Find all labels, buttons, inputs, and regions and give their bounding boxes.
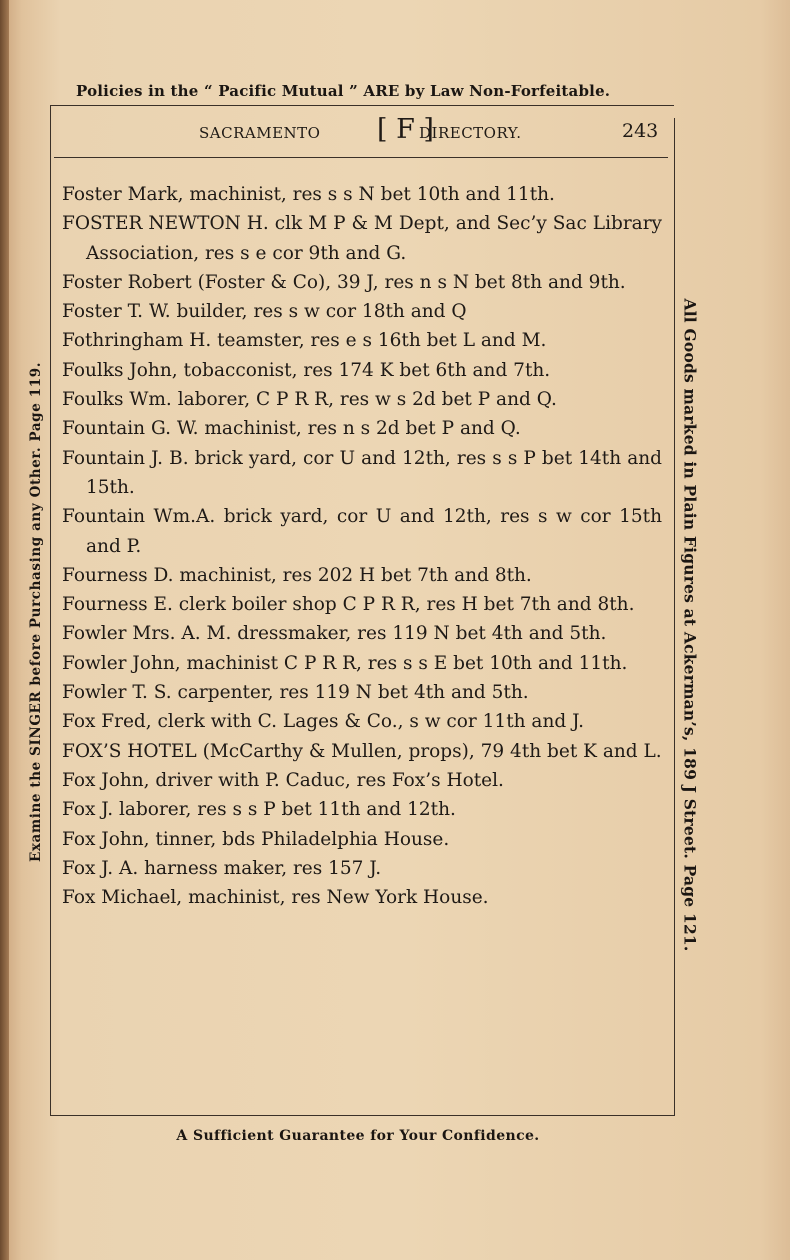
header-rule (54, 157, 668, 158)
bottom-advertisement: A Sufficient Guarantee for Your Confidence. (176, 1128, 540, 1144)
frame-rule-left (50, 105, 51, 1115)
directory-entry: Fox J. A. harness maker, res 157 J. (62, 857, 382, 879)
directory-entry: Foster Mark, machinist, res s s N bet 10th and 11th. (62, 184, 555, 205)
directory-entry: Fountain Wm.A. brick yard, cor U and 12th, res s w cor 15th and P. (62, 506, 662, 557)
header-city: SACRAMENTO (199, 124, 321, 142)
book-spine-edge (0, 0, 9, 1260)
directory-entry: Fowler T. S. carpenter, res 119 N bet 4th and 5th. (62, 682, 529, 704)
directory-entry: Foster T. W. builder, res s w cor 18th and Q (62, 301, 467, 323)
left-margin-ad-text: Examine the SINGER before Purchasing any Other. Page 119. (28, 362, 44, 862)
page-number: 243 (622, 120, 659, 142)
frame-rule-top (50, 105, 674, 106)
directory-entry: Fountain G. W. machinist, res n s 2d bet P and Q. (62, 418, 521, 440)
top-advertisement: Policies in the “ Pacific Mutual ” ARE by Law Non-Forfeitable. (76, 82, 611, 100)
directory-entry: Fourness E. clerk boiler shop C P R R, res H bet 7th and 8th. (62, 594, 635, 616)
running-header (54, 112, 668, 152)
directory-entry: Fowler John, machinist C P R R, res s s E bet 10th and 11th. (62, 652, 628, 674)
directory-entry: Fountain J. B. brick yard, cor U and 12th, res s s P bet 14th and 15th. (62, 447, 662, 498)
directory-entry-list (62, 180, 662, 912)
directory-entry: Fowler Mrs. A. M. dressmaker, res 119 N bet 4th and 5th. (62, 623, 607, 645)
directory-entry: Fox Fred, clerk with C. Lages & Co., s w cor 11th and J. (62, 711, 584, 733)
directory-entry: Fothringham H. teamster, res e s 16th bet L and M. (62, 330, 547, 352)
directory-entry: Fox John, tinner, bds Philadelphia House. (62, 828, 450, 850)
directory-entry: Fox John, driver with P. Caduc, res Fox’s Hotel. (62, 769, 504, 791)
directory-entry: Foster Robert (Foster & Co), 39 J, res n s N bet 8th and 9th. (62, 271, 626, 293)
directory-entry: FOX’S HOTEL (McCarthy & Mullen, props), 79 4th bet K and L. (62, 740, 662, 762)
directory-entry: Fox Michael, machinist, res New York House. (62, 887, 489, 909)
directory-entry: Foulks Wm. laborer, C P R R, res w s 2d bet P and Q. (62, 389, 557, 411)
right-margin-ad-text: All Goods marked in Plain Figures at Ackerman’s, 189 J Street. Page 121. (680, 298, 700, 952)
directory-entry: Foulks John, tobacconist, res 174 K bet 6th and 7th. (62, 359, 551, 381)
directory-entry: Fox J. laborer, res s s P bet 11th and 12th. (62, 799, 456, 821)
directory-entry: Fourness D. machinist, res 202 H bet 7th and 8th. (62, 564, 532, 586)
frame-rule-bottom (50, 1115, 675, 1116)
header-section-title: DIRECTORY. (419, 124, 522, 142)
header-section-letter: [ F ] (377, 114, 434, 145)
directory-entry: FOSTER NEWTON H. clk M P & M Dept, and Sec’y Sac Library Association, res s e cor 9th and G. (62, 213, 662, 264)
frame-rule-right (674, 118, 675, 1116)
